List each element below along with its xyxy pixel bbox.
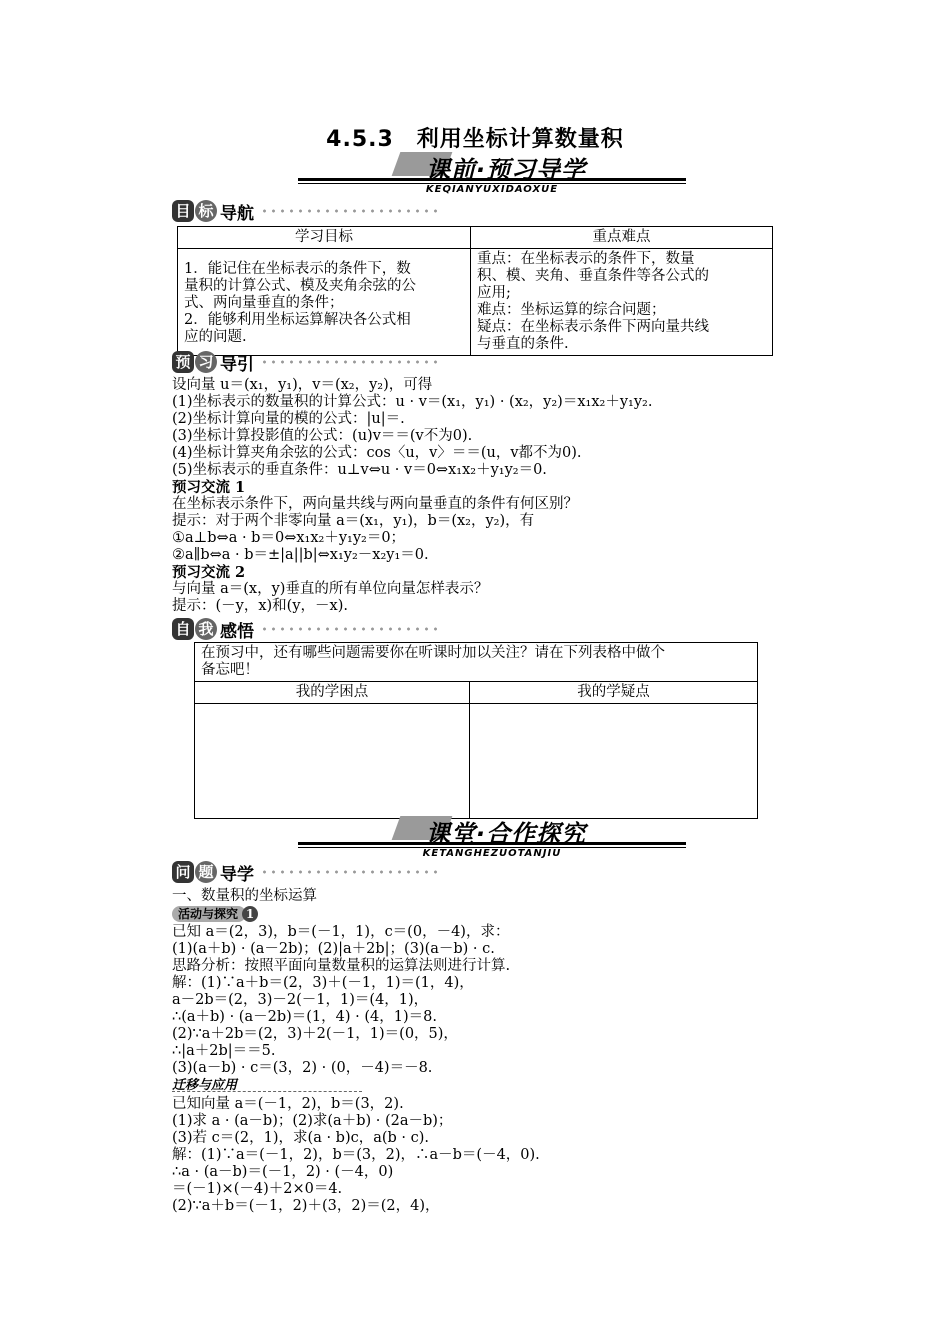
text-line: ∴a · (a－b)＝(－1，2) · (－4，0) bbox=[172, 1164, 394, 1180]
text-line: 设向量 u＝(x₁，y₁)，v＝(x₂，y₂)，可得 bbox=[172, 377, 433, 393]
section-banner-classroom bbox=[298, 814, 686, 859]
goals-header-right: 重点难点 bbox=[471, 227, 773, 249]
section-header-goals bbox=[172, 198, 440, 224]
text-line: ②a∥b⇔a · b＝±|a||b|⇔x₁y₂－x₂y₁＝0. bbox=[172, 547, 429, 563]
text-line: (2)∵a＋2b＝(2，3)＋2(－1，1)＝(0，5)， bbox=[172, 1026, 458, 1042]
text-line: ∴(a＋b) · (a－2b)＝(1，4) · (4，1)＝8. bbox=[172, 1009, 437, 1025]
section-label: 导航 bbox=[220, 203, 254, 224]
text-line: 重点：在坐标表示的条件下，数量 bbox=[477, 251, 695, 267]
text-line: (3)坐标计算投影值的公式：(u)v＝＝(v不为0). bbox=[172, 428, 473, 444]
text-line: (2)坐标计算向量的模的公式：|u|＝. bbox=[172, 411, 405, 427]
text-line: ∴|a＋2b|＝＝5. bbox=[172, 1043, 276, 1059]
dotted-divider bbox=[260, 624, 440, 634]
notes-cell-right[interactable] bbox=[470, 704, 758, 819]
text-line: 提示：(－y，x)和(y，－x). bbox=[172, 598, 348, 614]
text-line: 积、模、夹角、垂直条件等各公式的 bbox=[477, 268, 709, 284]
text-line: 在坐标表示条件下，两向量共线与两向量垂直的条件有何区别？ bbox=[172, 496, 578, 512]
text-line: 与垂直的条件. bbox=[477, 336, 569, 352]
text-line: (3)若 c＝(2，1)，求(a · b)c，a(b · c). bbox=[172, 1130, 430, 1146]
text-line: 难点：坐标运算的综合问题； bbox=[477, 302, 666, 318]
goals-cell-right bbox=[471, 249, 773, 356]
text-line: 1．能记住在坐标表示的条件下，数 bbox=[184, 261, 411, 277]
goals-table bbox=[177, 226, 773, 356]
section-header-problem-guide bbox=[172, 859, 440, 885]
activity-label-text: 活动与探究 bbox=[172, 906, 246, 922]
notes-table bbox=[194, 642, 758, 819]
dotted-divider bbox=[260, 867, 440, 877]
text-line: (5)坐标表示的垂直条件：u⊥v⇔u · v＝0⇔x₁x₂＋y₁y₂＝0. bbox=[172, 462, 547, 478]
text-line: a－2b＝(2，3)－2(－1，1)＝(4，1)， bbox=[172, 992, 429, 1008]
text-line: (1)(a＋b) · (a－2b)；(2)|a＋2b|；(3)(a－b) · c. bbox=[172, 941, 495, 957]
page-title: 4.5.3 利用坐标计算数量积 bbox=[326, 127, 624, 152]
banner-title: 课前·预习导学 bbox=[425, 156, 586, 184]
text-line: 与向量 a＝(x，y)垂直的所有单位向量怎样表示？ bbox=[172, 581, 489, 597]
notes-header-right: 我的学疑点 bbox=[470, 682, 758, 704]
text-line: 在预习中，还有哪些问题需要你在听课时加以关注？请在下列表格中做个 bbox=[201, 645, 665, 661]
goals-cell-left bbox=[178, 249, 471, 356]
banner-subtitle: KETANGHEZUOTANJIU bbox=[422, 848, 562, 859]
text-line: 已知 a＝(2，3)，b＝(－1，1)，c＝(0，－4)，求： bbox=[172, 924, 510, 940]
text-line: ①a⊥b⇔a · b＝0⇔x₁x₂＋y₁y₂＝0； bbox=[172, 530, 406, 546]
badge-icon: 我 bbox=[195, 618, 217, 640]
section-header-reflection bbox=[172, 616, 440, 642]
badge-icon: 问 bbox=[172, 861, 194, 883]
badge-icon: 题 bbox=[195, 861, 217, 883]
text-line: (4)坐标计算夹角余弦的公式：cos〈u，v〉＝＝(u，v都不为0). bbox=[172, 445, 582, 461]
goals-header-left: 学习目标 bbox=[178, 227, 471, 249]
text-line: 备忘吧！ bbox=[201, 662, 259, 678]
text-line: 解：(1)∵a＝(－1，2)，b＝(3，2)，∴a－b＝(－4，0). bbox=[172, 1147, 540, 1163]
notes-cell-left[interactable] bbox=[195, 704, 470, 819]
text-line: 疑点：在坐标表示条件下两向量共线 bbox=[477, 319, 709, 335]
text-line: 解：(1)∵a＋b＝(2，3)＋(－1，1)＝(1，4)， bbox=[172, 975, 474, 991]
badge-icon: 自 bbox=[172, 618, 194, 640]
section-label: 导学 bbox=[220, 864, 254, 885]
text-line: 量积的计算公式、模及夹角余弦的公 bbox=[184, 278, 416, 294]
application-label: 迁移与应用 bbox=[172, 1078, 238, 1093]
badge-icon: 目 bbox=[172, 200, 194, 222]
text-line: (2)∵a＋b＝(－1，2)＋(3，2)＝(2，4)， bbox=[172, 1198, 440, 1214]
banner-title: 课堂·合作探究 bbox=[425, 820, 586, 848]
text-line: 2．能够利用坐标运算解决各公式相 bbox=[184, 312, 411, 328]
text-line: (3)(a－b) · c＝(3，2) · (0，－4)＝－8. bbox=[172, 1060, 433, 1076]
banner-subtitle: KEQIANYUXIDAOXUE bbox=[425, 184, 559, 195]
text-line: (1)求 a · (a－b)；(2)求(a＋b) · (2a－b)； bbox=[172, 1113, 453, 1129]
application-header bbox=[172, 1074, 362, 1092]
badge-icon: 习 bbox=[195, 351, 217, 373]
activity-label bbox=[172, 906, 258, 922]
text-line: 思路分析：按照平面向量数量积的运算法则进行计算. bbox=[172, 958, 511, 974]
section-label: 感悟 bbox=[220, 621, 254, 642]
exchange-title: 预习交流 2 bbox=[172, 564, 246, 581]
dotted-divider bbox=[260, 206, 440, 216]
badge-icon: 标 bbox=[195, 200, 217, 222]
text-line: 式、两向量垂直的条件； bbox=[184, 295, 344, 311]
activity-number: 1 bbox=[242, 906, 258, 922]
text-line: 应用; bbox=[477, 285, 511, 301]
exchange-title: 预习交流 1 bbox=[172, 479, 246, 496]
text-line: ＝(－1)×(－4)＋2×0＝4. bbox=[172, 1181, 343, 1197]
dotted-divider bbox=[260, 357, 440, 367]
text-line: 应的问题. bbox=[184, 329, 247, 345]
section-banner-preview bbox=[298, 150, 686, 195]
text-line: 已知向量 a＝(－1，2)，b＝(3，2). bbox=[172, 1096, 404, 1112]
section-header-preview-guide bbox=[172, 349, 440, 375]
badge-icon: 预 bbox=[172, 351, 194, 373]
notes-prompt bbox=[195, 643, 758, 682]
text-line: 提示：对于两个非零向量 a＝(x₁，y₁)，b＝(x₂，y₂)，有 bbox=[172, 513, 535, 529]
text-line: (1)坐标表示的数量积的计算公式：u · v＝(x₁，y₁) · (x₂，y₂)＝x₁x₂＋y₁y₂. bbox=[172, 394, 653, 410]
section-label: 导引 bbox=[220, 354, 254, 375]
part-title: 一、数量积的坐标运算 bbox=[172, 888, 317, 904]
notes-header-left: 我的学困点 bbox=[195, 682, 470, 704]
